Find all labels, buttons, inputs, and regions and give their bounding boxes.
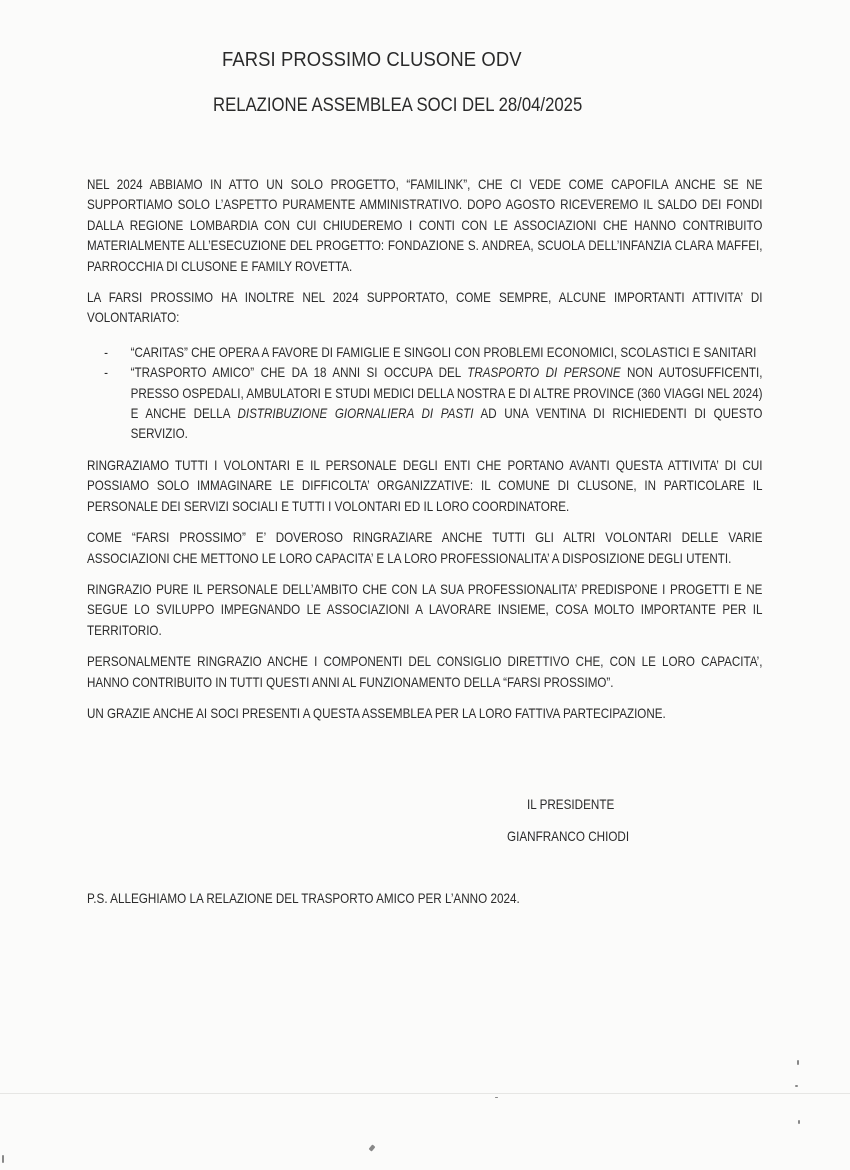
list-item-caritas [87,343,762,363]
scan-speck [797,1060,799,1065]
list-item-text: “CARITAS” CHE OPERA A FAVORE DI FAMIGLIE E SINGOLI CON PROBLEMI ECONOMICI, SCOLASTICI E SANITARI [130,344,757,360]
scan-speck [495,1097,498,1098]
paragraph-familink: NEL 2024 ABBIAMO IN ATTO UN SOLO PROGETTO, “FAMILINK”, CHE CI VEDE COME CAPOFILA ANCHE SE NE SUPPORTIAMO SOLO L’ASPETTO PURAMENTE AMMINISTRATIVO. DOPO AGOSTO RICEVEREMO IL SALDO DEI FONDI DALLA REGIONE LOMBARDIA CON CUI CHIUDEREMO I CONTI CON LE ASSOCIAZIONI CHE HANNO CONTRIBUITO MATERIALMENTE ALL’ESECUZIONE DEL PROGETTO: FONDAZIONE S. ANDREA, SCUOLA DELL’INFANZIA CLARA MAFFEI, PARROCCHIA DI CLUSONE E FAMILY ROVETTA. [87,177,763,274]
bullet-dash: - [104,344,108,360]
scan-speck [795,1085,798,1087]
scan-speck [798,1120,800,1124]
paragraph-thanks-volunteers: RINGRAZIAMO TUTTI I VOLONTARI E IL PERSONALE DEGLI ENTI CHE PORTANO AVANTI QUESTA ATTIVITA’ DI CUI POSSIAMO SOLO IMMAGINARE LE DIFFICOLTA’ ORGANIZZATIVE: IL COMUNE DI CLUSONE, IN PARTICOLARE IL PERSONALE DEI SERVIZI SOCIALI E TUTTI I VOLONTARI ED IL LORO COORDINATORE. [87,457,763,514]
list-item-trasporto-amico [87,363,762,445]
scan-speck [2,1155,4,1163]
signature-name: GIANFRANCO CHIODI [507,829,630,844]
paragraph-thanks-associations: COME “FARSI PROSSIMO” E’ DOVEROSO RINGRAZIARE ANCHE TUTTI GLI ALTRI VOLONTARI DELLE VARIE ASSOCIAZIONI CHE METTONO LE LORO CAPACITA’ E LA LORO PROFESSIONALITA’ A DISPOSIZIONE DEGLI UTENTI. [87,530,763,566]
list-item-italic-text: DISTRIBUZIONE GIORNALIERA DI PASTI [237,406,474,422]
list-item-text: NON AUTOSUFFICENTI, PRESSO OSPEDALI, AMBULATORI E STUDI MEDICI DELLA NOSTRA E DI ALTRE PROVINCE (360 VIAGGI NEL 2024) E ANCHE DELLA [130,365,763,422]
postscript: P.S. ALLEGHIAMO LA RELAZIONE DEL TRASPORTO AMICO PER L’ANNO 2024. [87,891,520,906]
signature-role: IL PRESIDENTE [527,797,615,812]
paragraph-volunteering-intro: LA FARSI PROSSIMO HA INOLTRE NEL 2024 SUPPORTATO, COME SEMPRE, ALCUNE IMPORTANTI ATTIVITA’ DI VOLONTARIATO: [87,290,763,326]
bullet-dash: - [104,365,108,381]
paragraph-thanks-ambito: RINGRAZIO PURE IL PERSONALE DELL’AMBITO CHE CON LA SUA PROFESSIONALITA’ PREDISPONE I PROGETTI E NE SEGUE LO SVILUPPO IMPEGNANDO LE ASSOCIAZIONI A LAVORARE INSIEME, COSA MOLTO IMPORTANTE PER IL TERRITORIO. [87,581,763,638]
scan-artifact-line [0,1093,850,1094]
document-subtitle: RELAZIONE ASSEMBLEA SOCI DEL 28/04/2025 [213,95,583,116]
list-item-italic-text: TRASPORTO DI PERSONE [467,365,621,381]
list-item-text: AD UNA VENTINA DI RICHIEDENTI DI QUESTO SERVIZIO. [130,406,763,442]
paragraph-thanks-council: PERSONALMENTE RINGRAZIO ANCHE I COMPONENTI DEL CONSIGLIO DIRETTIVO CHE, CON LE LORO CAPACITA’, HANNO CONTRIBUITO IN TUTTI QUESTI ANNI AL FUNZIONAMENTO DELLA “FARSI PROSSIMO”. [87,654,763,690]
document-body [87,175,762,735]
activities-list [87,343,762,445]
list-item-text: “TRASPORTO AMICO” CHE DA 18 ANNI SI OCCUPA DEL [130,365,468,381]
paragraph-thanks-members: UN GRAZIE ANCHE AI SOCI PRESENTI A QUESTA ASSEMBLEA PER LA LORO FATTIVA PARTECIPAZIONE. [87,705,666,721]
scan-speck [369,1144,376,1151]
document-title: FARSI PROSSIMO CLUSONE ODV [222,48,522,71]
